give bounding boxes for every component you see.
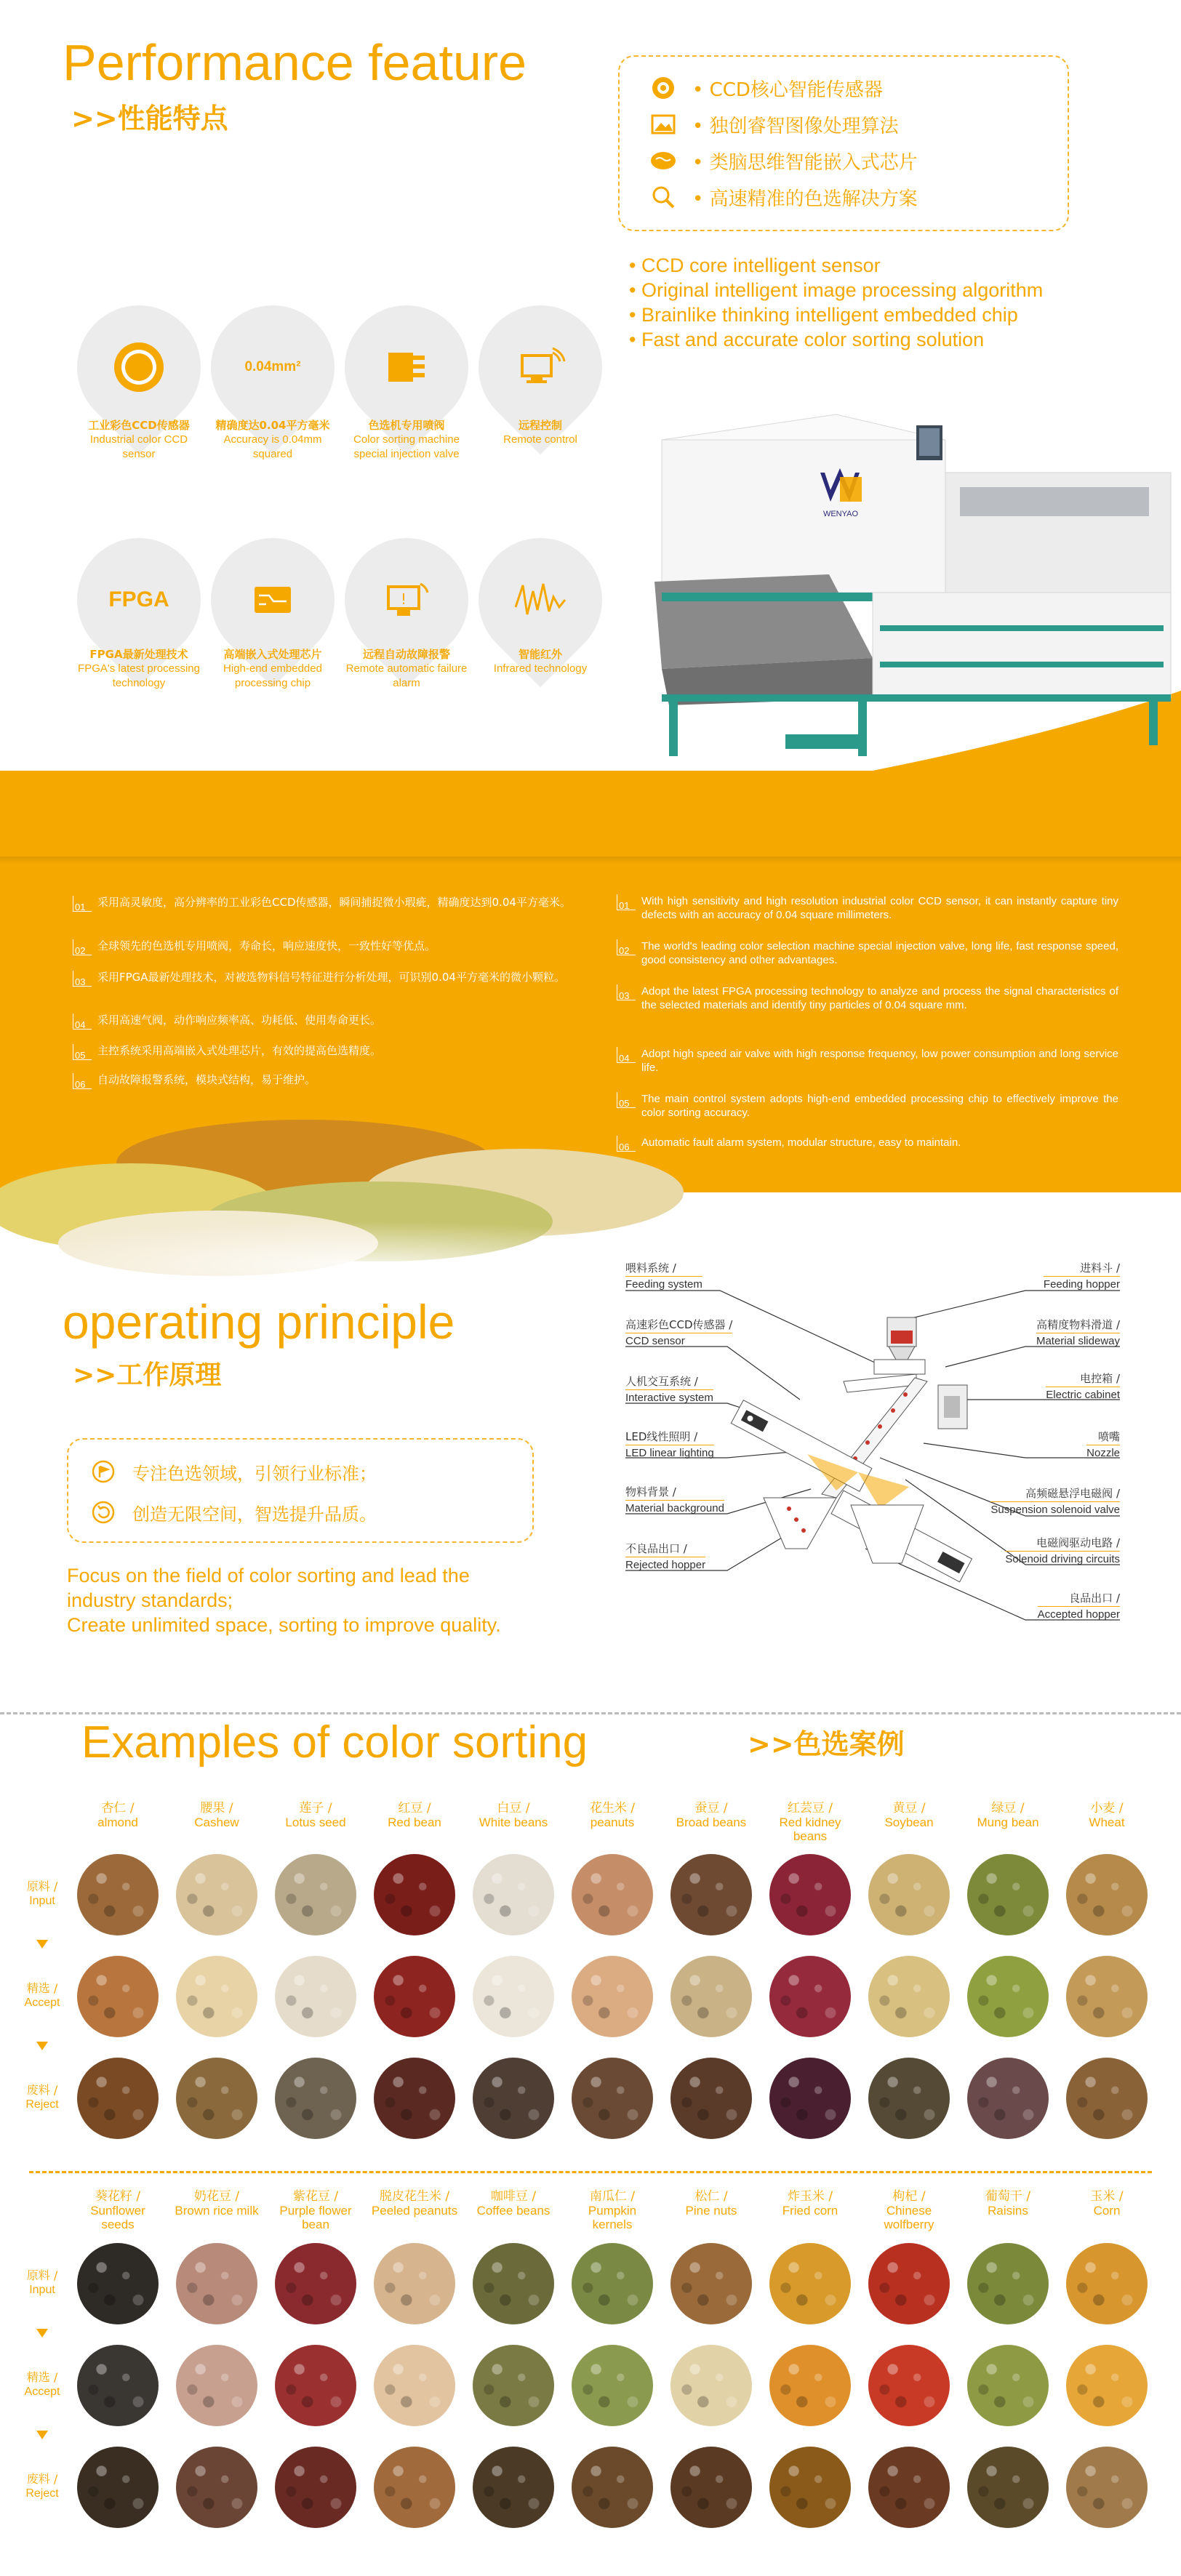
feature-list-item	[617, 894, 1118, 922]
feature-bullets-en	[629, 253, 1043, 352]
item-text: With high sensitivity and high resolution industrial color CCD sensor, it can instantly capture tiny defects with an accuracy of 0.04 square millimeters.	[641, 895, 1118, 921]
row-label	[13, 2083, 71, 2112]
sample-header	[74, 1802, 161, 1829]
sample-header	[766, 2190, 854, 2218]
pin-caption-cn: 远程控制	[518, 419, 562, 432]
sample-name-cn: 奶花豆 /	[193, 2189, 240, 2204]
sample-header	[371, 1802, 458, 1829]
sample-name-en: Raisins	[988, 2204, 1028, 2218]
sample-name-en: almond	[97, 1815, 138, 1829]
sample-photo	[769, 1854, 851, 1935]
sample-name-cn: 蚕豆 /	[694, 1801, 728, 1815]
item-number: 01	[617, 894, 636, 910]
sample-name-en: White beans	[479, 1815, 548, 1829]
sample-photo	[572, 2243, 653, 2324]
label-en: Electric cabinet	[1046, 1389, 1120, 1401]
label-cn: 高速彩色CCD传感器 /	[625, 1317, 732, 1333]
row-label-en: Accept	[24, 2386, 60, 2398]
sample-header	[569, 1802, 656, 1829]
sample-header	[865, 1802, 953, 1829]
sample-name-cn: 绿豆 /	[991, 1801, 1025, 1815]
sample-header	[569, 2190, 656, 2231]
down-arrow-icon	[36, 2329, 48, 2338]
principle-title-en: operating principle	[63, 1295, 455, 1349]
sample-photo	[868, 2243, 950, 2324]
pin-caption-en: Remote automatic failure alarm	[345, 662, 468, 689]
sample-name-en: Peeled peanuts	[371, 2204, 458, 2218]
sample-name-en: Cashew	[194, 1815, 239, 1829]
color-sorter-machine	[640, 407, 1178, 785]
diagram-label-right	[1005, 1536, 1120, 1567]
sample-photo	[473, 2243, 554, 2324]
band-edge	[0, 856, 1181, 864]
sample-name-cn: 红豆 /	[398, 1801, 431, 1815]
row-label-cn: 精选 /	[26, 2370, 58, 2384]
label-cn: 电控箱 /	[1046, 1371, 1120, 1387]
label-en: Accepted hopper	[1037, 1608, 1120, 1621]
sample-photo	[1066, 2058, 1148, 2139]
sample-header	[668, 2190, 755, 2218]
sample-photo	[77, 2345, 159, 2426]
sample-header	[668, 1802, 755, 1829]
sample-photo	[473, 2345, 554, 2426]
sample-photo	[176, 2345, 257, 2426]
item-number: 06	[73, 1073, 92, 1089]
performance-title-en: Performance feature	[63, 34, 527, 91]
item-text: The world's leading color selection machine special injection valve, long life, fast response speed, good consistency and other advantages.	[641, 940, 1118, 966]
sample-photo	[1066, 2447, 1148, 2528]
item-number: 06	[617, 1136, 636, 1152]
sample-name-cn: 炸玉米 /	[787, 2189, 833, 2204]
sample-photo	[275, 2243, 356, 2324]
sample-photo	[967, 2243, 1049, 2324]
sample-name-cn: 葵花籽 /	[95, 2189, 141, 2204]
sample-photo	[868, 2345, 950, 2426]
row-label	[13, 2268, 71, 2298]
sample-photo	[1066, 2243, 1148, 2324]
pin-caption-en: Industrial color CCD sensor	[89, 433, 188, 460]
refresh-icon	[89, 1498, 118, 1527]
item-text: 全球领先的色选机专用喷阀，寿命长，响应速度快，一致性好等优点。	[97, 939, 436, 952]
sample-photo	[1066, 1956, 1148, 2037]
pin-caption	[453, 647, 628, 676]
sample-photo	[374, 2058, 455, 2139]
section-divider	[0, 1712, 1181, 1714]
row-label-en: Reject	[25, 2487, 59, 2500]
sample-photo	[473, 1854, 554, 1935]
sample-photo	[769, 2447, 851, 2528]
sample-name-en: Red bean	[388, 1815, 441, 1829]
sample-photo	[670, 2058, 752, 2139]
diagram-label-left	[625, 1541, 705, 1573]
sample-header	[272, 1802, 359, 1829]
sample-photo	[473, 2058, 554, 2139]
feature-text: • 类脑思维智能嵌入式芯片	[692, 151, 918, 174]
sample-name-cn: 咖啡豆 /	[490, 2189, 537, 2204]
pin-caption-cn: FPGA最新处理技术	[89, 648, 188, 661]
label-en: Feeding system	[625, 1278, 702, 1291]
sample-photo	[374, 2345, 455, 2426]
pin-caption-cn: 高端嵌入式处理芯片	[223, 648, 322, 661]
sample-name-cn: 红芸豆 /	[787, 1801, 833, 1815]
pin-label: 0.04mm²	[244, 359, 301, 374]
sample-photo	[374, 1854, 455, 1935]
label-en: LED linear lighting	[625, 1447, 714, 1459]
label-cn: 电磁阀驱动电路 /	[1005, 1536, 1120, 1552]
sample-photo	[769, 1956, 851, 2037]
down-arrow-icon	[36, 2431, 48, 2439]
group-divider	[29, 2171, 1152, 2173]
sample-name-en: Purple flower bean	[279, 2204, 352, 2231]
sample-name-en: Broad beans	[676, 1815, 747, 1829]
examples-title-cn: >>色选案例	[748, 1728, 905, 1760]
sample-name-en: Pumpkin kernels	[588, 2204, 637, 2231]
label-en: CCD sensor	[625, 1335, 685, 1347]
sensor-icon	[649, 73, 678, 103]
feature-text: • CCD核心智能传感器	[692, 79, 883, 101]
principle-line-text: 创造无限空间，智选提升品质。	[132, 1504, 377, 1525]
sample-name-cn: 葡萄干 /	[985, 2189, 1031, 2204]
sample-photo	[670, 2243, 752, 2324]
sample-name-cn: 莲子 /	[299, 1801, 332, 1815]
diagram-label-right	[1086, 1429, 1120, 1461]
bullet-en: • Fast and accurate color sorting solution	[629, 329, 985, 350]
sample-name-en: Brown rice milk	[175, 2204, 259, 2218]
item-number: 01	[73, 896, 92, 912]
down-arrow-icon	[36, 1940, 48, 1949]
sample-photo	[769, 2243, 851, 2324]
item-text: 采用FPGA最新处理技术，对被选物料信号特征进行分析处理，可识别0.04平方毫米的微小颗粒。	[97, 971, 565, 984]
sample-header	[1063, 1802, 1150, 1829]
row-label-en: Input	[29, 2284, 55, 2296]
sample-photo	[572, 2345, 653, 2426]
sample-photo	[572, 2058, 653, 2139]
sample-photo	[868, 1854, 950, 1935]
principle-box	[67, 1438, 534, 1543]
sample-photo	[275, 2058, 356, 2139]
sample-name-en: Chinese wolfberry	[884, 2204, 934, 2231]
sample-photo	[176, 2447, 257, 2528]
item-text: 采用高速气阀，动作响应频率高、功耗低、使用寿命更长。	[97, 1014, 382, 1027]
label-cn: 不良品出口 /	[625, 1541, 705, 1557]
diagram-label-left	[625, 1261, 702, 1292]
row-label-cn: 原料 /	[26, 2268, 58, 2282]
label-cn: LED线性照明 /	[625, 1429, 714, 1445]
item-number: 04	[73, 1014, 92, 1030]
item-text: The main control system adopts high-end embedded processing chip to effectively improve the color sorting accuracy.	[641, 1093, 1118, 1119]
sample-header	[865, 2190, 953, 2231]
principle-line	[89, 1492, 532, 1533]
feature-list-item	[617, 984, 1118, 1012]
sample-photo	[670, 1854, 752, 1935]
sample-header	[766, 1802, 854, 1843]
feature-row	[649, 179, 1068, 215]
down-arrow-icon	[36, 2042, 48, 2050]
sample-photo	[769, 2058, 851, 2139]
performance-title-cn: >>性能特点	[71, 103, 228, 135]
sample-name-en: Coffee beans	[476, 2204, 551, 2218]
label-en: Interactive system	[625, 1392, 713, 1404]
sample-header	[470, 2190, 557, 2218]
sample-name-en: Corn	[1093, 2204, 1121, 2218]
item-text: 采用高灵敏度，高分辨率的工业彩色CCD传感器，瞬间捕捉微小瑕疵，精确度达到0.04平方毫米。	[97, 896, 571, 909]
pin-caption-en: Color sorting machine special injection valve	[353, 433, 460, 460]
sample-photo	[77, 2447, 159, 2528]
principle-title-cn: >>工作原理	[73, 1360, 222, 1390]
pin-caption-en: Remote control	[503, 433, 577, 446]
sample-name-cn: 紫花豆 /	[292, 2189, 339, 2204]
sample-photo	[967, 1956, 1049, 2037]
feature-row	[649, 70, 1068, 106]
sample-header	[964, 2190, 1052, 2218]
machine-logo-text: WENYAO	[822, 510, 859, 518]
sample-name-en: Mung bean	[977, 1815, 1039, 1829]
label-cn: 物料背景 /	[625, 1485, 724, 1501]
sample-photo	[77, 1956, 159, 2037]
pin-caption-en: Infrared technology	[493, 662, 588, 675]
sample-photo	[572, 2447, 653, 2528]
sample-name-cn: 枸杞 /	[892, 2189, 926, 2204]
sample-name-cn: 花生米 /	[589, 1801, 636, 1815]
row-label	[13, 1879, 71, 1909]
sample-header	[173, 1802, 260, 1829]
sample-name-en: Fried corn	[782, 2204, 838, 2218]
sample-name-cn: 南瓜仁 /	[589, 2189, 636, 2204]
label-en: Feeding hopper	[1043, 1278, 1120, 1291]
row-label-en: Input	[29, 1895, 55, 1907]
fpga-icon	[77, 545, 201, 654]
row-label-en: Reject	[25, 2098, 59, 2111]
pin-caption-en: Accuracy is 0.04mm squared	[223, 433, 322, 460]
ccd-lens-icon	[77, 313, 201, 422]
row-label	[13, 2370, 71, 2399]
sample-photo	[275, 1854, 356, 1935]
pin-caption-cn: 智能红外	[518, 648, 562, 661]
sample-photo	[967, 2058, 1049, 2139]
item-number: 05	[73, 1044, 92, 1060]
examples-title-en: Examples of color sorting	[81, 1717, 588, 1768]
sample-photo	[374, 2243, 455, 2324]
sample-name-en: Sunflower seeds	[90, 2204, 145, 2231]
sample-photo	[868, 2058, 950, 2139]
sample-name-cn: 白豆 /	[497, 1801, 530, 1815]
feature-list-item	[617, 939, 1118, 967]
row-label	[13, 1981, 71, 2010]
remote-icon	[479, 313, 602, 422]
sample-name-en: Lotus seed	[285, 1815, 346, 1829]
sample-photo	[176, 1956, 257, 2037]
sample-name-cn: 杏仁 /	[101, 1801, 135, 1815]
sample-photo	[176, 2243, 257, 2324]
pin-caption-cn: 工业彩色CCD传感器	[88, 419, 190, 432]
diagram-label-right	[1036, 1317, 1120, 1349]
pin-caption-cn: 色选机专用喷阀	[368, 419, 445, 432]
sample-name-cn: 脱皮花生米 /	[379, 2189, 450, 2204]
item-text: 主控系统采用高端嵌入式处理芯片，有效的提高色选精度。	[97, 1044, 382, 1057]
feature-text: • 独创睿智图像处理算法	[692, 115, 899, 137]
row-label-en: Accept	[24, 1997, 60, 2009]
grains-photo	[0, 1062, 727, 1280]
sample-name-cn: 腰果 /	[200, 1801, 233, 1815]
sample-photo	[769, 2345, 851, 2426]
bullet-en: • CCD core intelligent sensor	[629, 254, 881, 276]
sample-photo	[670, 2447, 752, 2528]
sample-header	[1063, 2190, 1150, 2218]
item-number: 02	[617, 939, 636, 955]
principle-line-text: 专注色选领域，引领行业标准；	[132, 1463, 377, 1484]
item-text: 自动故障报警系统，模块式结构，易于维护。	[97, 1073, 316, 1086]
feature-list-item	[73, 971, 582, 987]
sample-photo	[473, 2447, 554, 2528]
sample-photo	[670, 1956, 752, 2037]
diagram-label-left	[625, 1317, 732, 1349]
item-text: Adopt high speed air valve with high response frequency, low power consumption and long service life.	[641, 1048, 1118, 1074]
sample-name-en: Wheat	[1089, 1815, 1125, 1829]
item-number: 05	[617, 1092, 636, 1108]
item-number: 02	[73, 939, 92, 955]
principle-desc	[67, 1563, 501, 1637]
principle-line	[89, 1451, 532, 1492]
magnify-icon	[649, 182, 678, 212]
feature-list-item	[73, 1044, 582, 1060]
principle-desc-line: industry standards;	[67, 1589, 233, 1611]
feature-list-item	[73, 939, 582, 955]
sample-photo	[572, 1956, 653, 2037]
label-cn: 高精度物料滑道 /	[1036, 1317, 1120, 1333]
principle-desc-line: Create unlimited space, sorting to improve quality.	[67, 1614, 501, 1636]
pin-caption	[453, 418, 628, 447]
sample-photo	[77, 2243, 159, 2324]
valve-icon	[345, 313, 468, 422]
feature-list-item	[73, 1014, 582, 1030]
sample-photo	[868, 1956, 950, 2037]
feature-list-item	[73, 896, 582, 912]
label-en: Solenoid driving circuits	[1005, 1553, 1120, 1565]
sample-header	[371, 2190, 458, 2218]
item-number: 03	[617, 984, 636, 1000]
sample-header	[74, 2190, 161, 2231]
feature-text: • 高速精准的色选解决方案	[692, 188, 918, 210]
sample-photo	[967, 1854, 1049, 1935]
sample-photo	[275, 1956, 356, 2037]
sample-photo	[868, 2447, 950, 2528]
sample-photo	[967, 2345, 1049, 2426]
diagram-label-right	[990, 1486, 1120, 1517]
brain-icon	[649, 146, 678, 175]
label-cn: 喷嘴	[1086, 1429, 1120, 1445]
sample-name-en: peanuts	[590, 1815, 635, 1829]
diagram-label-right	[1046, 1371, 1120, 1403]
alarm-icon	[345, 545, 468, 654]
sample-header	[272, 2190, 359, 2231]
feature-row	[649, 143, 1068, 179]
flag-icon	[89, 1457, 118, 1486]
row-label-cn: 废料 /	[26, 2472, 58, 2486]
pin-label: FPGA	[108, 587, 169, 611]
label-cn: 良品出口 /	[1038, 1591, 1120, 1607]
feature-row	[649, 106, 1068, 143]
sample-name-cn: 黄豆 /	[892, 1801, 926, 1815]
sample-header	[173, 2190, 260, 2218]
svg-text:!: !	[400, 590, 407, 608]
chip-icon	[211, 545, 335, 654]
row-label-cn: 原料 /	[26, 1879, 58, 1893]
item-number: 04	[617, 1047, 636, 1063]
sample-photo	[1066, 2345, 1148, 2426]
label-cn: 人机交互系统 /	[625, 1374, 713, 1390]
feature-box	[618, 55, 1069, 231]
label-en: Material slideway	[1036, 1335, 1120, 1347]
sample-photo	[473, 1956, 554, 2037]
item-number: 03	[73, 971, 92, 987]
sample-photo	[572, 1854, 653, 1935]
diagram-label-left	[625, 1485, 724, 1516]
sample-name-en: Pine nuts	[685, 2204, 737, 2218]
sample-name-en: Red kidney beans	[779, 1815, 841, 1843]
row-label-cn: 废料 /	[26, 2083, 58, 2097]
sample-photo	[967, 2447, 1049, 2528]
pin-caption-cn: 远程自动故障报警	[362, 648, 450, 661]
row-label	[13, 2472, 71, 2501]
label-en: Suspension solenoid valve	[990, 1504, 1120, 1516]
row-label-cn: 精选 /	[26, 1981, 58, 1995]
label-cn: 喂料系统 /	[625, 1261, 702, 1277]
infrared-icon	[479, 545, 602, 654]
sample-name-cn: 玉米 /	[1090, 2189, 1124, 2204]
diagram-label-right	[1044, 1261, 1120, 1292]
sample-name-en: Soybean	[884, 1815, 934, 1829]
label-cn: 高频磁悬浮电磁阀 /	[990, 1486, 1120, 1502]
image-icon	[649, 110, 678, 139]
label-en: Material background	[625, 1502, 724, 1514]
diagram-label-left	[625, 1429, 714, 1461]
sample-photo	[176, 1854, 257, 1935]
pin-caption-en: High-end embedded processing chip	[223, 662, 322, 689]
principle-desc-line: Focus on the field of color sorting and lead the	[67, 1565, 470, 1586]
sample-photo	[374, 1956, 455, 2037]
pin-caption-cn: 精确度达0.04平方毫米	[215, 419, 330, 432]
pin-caption-en: FPGA's latest processing technology	[78, 662, 200, 689]
sample-header	[964, 1802, 1052, 1829]
item-text: Automatic fault alarm system, modular structure, easy to maintain.	[641, 1136, 961, 1149]
diagram-label-right	[1038, 1591, 1120, 1622]
accuracy-icon	[211, 313, 335, 422]
label-en: Nozzle	[1086, 1447, 1120, 1459]
sample-photo	[1066, 1854, 1148, 1935]
sample-photo	[77, 1854, 159, 1935]
label-en: Rejected hopper	[625, 1559, 706, 1571]
sample-name-cn: 小麦 /	[1090, 1801, 1124, 1815]
item-text: Adopt the latest FPGA processing technology to analyze and process the signal characteristics of the selected materials and identify tiny particles of 0.04 square mm.	[641, 985, 1118, 1011]
sample-header	[470, 1802, 557, 1829]
bullet-en: • Brainlike thinking intelligent embedded chip	[629, 304, 1018, 326]
bullet-en: • Original intelligent image processing algorithm	[629, 279, 1044, 301]
sample-photo	[275, 2447, 356, 2528]
sample-photo	[670, 2345, 752, 2426]
diagram-label-left	[625, 1374, 713, 1405]
sample-photo	[176, 2058, 257, 2139]
sample-name-cn: 松仁 /	[694, 2189, 728, 2204]
sample-photo	[374, 2447, 455, 2528]
sample-photo	[275, 2345, 356, 2426]
sample-photo	[77, 2058, 159, 2139]
label-cn: 进料斗 /	[1044, 1261, 1120, 1277]
